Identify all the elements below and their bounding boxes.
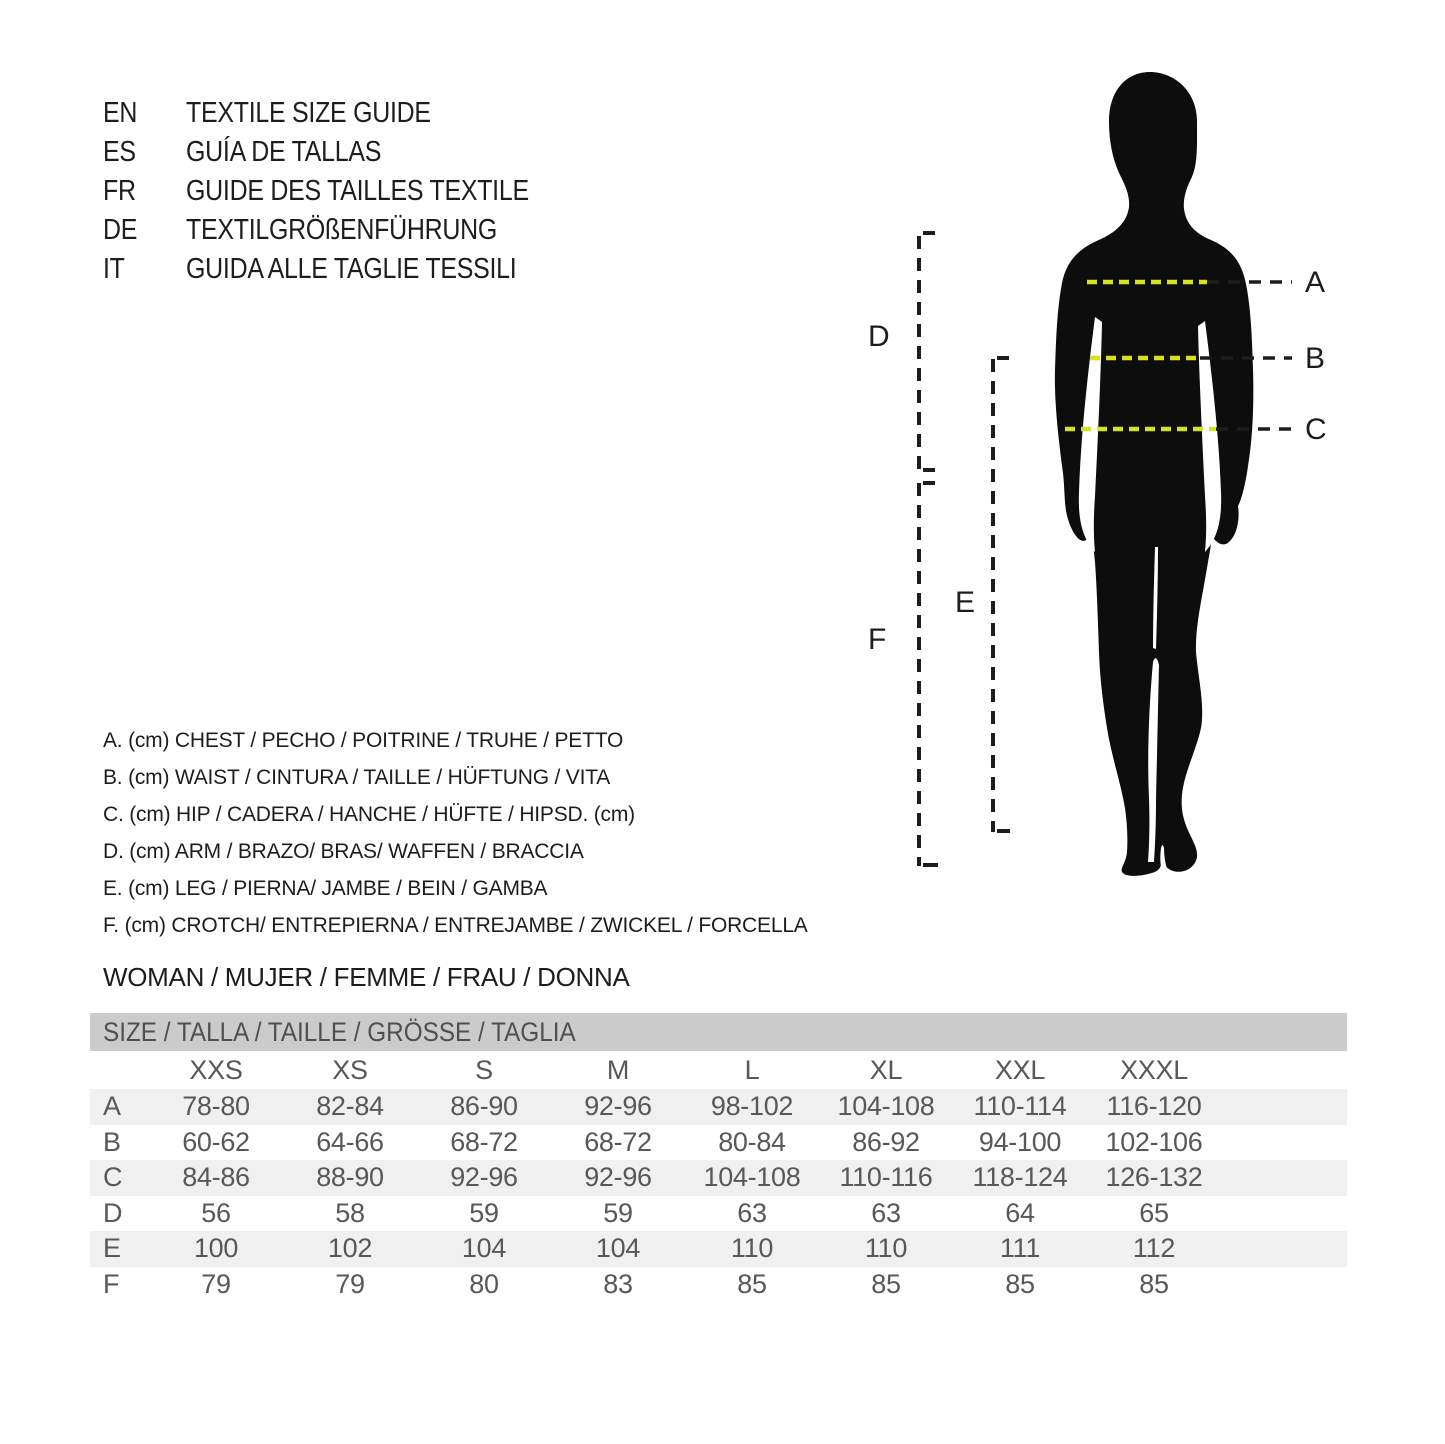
- table-row: [90, 1267, 1347, 1303]
- column-header: XXXL: [1120, 1055, 1188, 1085]
- table-cell: 64: [1005, 1197, 1035, 1228]
- table-cell: 118-124: [972, 1162, 1068, 1192]
- row-label: C: [103, 1162, 123, 1192]
- table-cell: 111: [999, 1233, 1041, 1263]
- table-cell: 104: [461, 1233, 507, 1263]
- row-label: F: [103, 1268, 120, 1299]
- language-code: [103, 253, 186, 286]
- table-cell: 92-96: [584, 1091, 652, 1121]
- table-row: [90, 1089, 1347, 1125]
- table-cell: 94-100: [978, 1126, 1062, 1157]
- language-code-text: IT: [103, 253, 125, 285]
- figure-label-d: D: [868, 320, 890, 353]
- table-cell: 63: [871, 1197, 901, 1228]
- table-cell: 110: [864, 1233, 908, 1263]
- guide-title: TEXTILE SIZE GUIDE: [186, 97, 431, 129]
- table-cell: 104-108: [703, 1162, 801, 1192]
- legend-item: E. (cm) LEG / PIERNA/ JAMBE / BEIN / GAMBA: [103, 876, 548, 900]
- body-measurement-diagram: [850, 50, 1350, 930]
- table-cell: 84-86: [182, 1162, 250, 1192]
- size-columns-row: [90, 1051, 1347, 1089]
- table-cell: 104-108: [837, 1091, 935, 1121]
- guide-title: GUÍA DE TALLAS: [186, 136, 382, 168]
- table-cell: 110-116: [839, 1162, 933, 1192]
- column-header: S: [475, 1055, 493, 1085]
- row-label: E: [103, 1233, 121, 1263]
- column-header: XL: [869, 1055, 903, 1085]
- table-cell: 104: [595, 1233, 641, 1263]
- table-cell: 83: [603, 1268, 633, 1299]
- language-row: [103, 94, 585, 133]
- row-label: B: [103, 1126, 121, 1157]
- table-cell: 85: [1005, 1268, 1035, 1299]
- guide-title: TEXTILGRÖßENFÜHRUNG: [186, 214, 498, 246]
- column-header: XXS: [189, 1055, 243, 1085]
- language-code-text: EN: [103, 97, 138, 129]
- table-cell: 86-90: [450, 1091, 518, 1121]
- legend-item: C. (cm) HIP / CADERA / HANCHE / HÜFTE / HIPSD. (cm): [103, 802, 635, 826]
- table-cell: 86-92: [852, 1126, 920, 1157]
- table-cell: 92-96: [584, 1162, 652, 1192]
- legend-item: D. (cm) ARM / BRAZO/ BRAS/ WAFFEN / BRACCIA: [103, 839, 584, 863]
- size-table-body: [90, 1089, 1347, 1302]
- size-table-header-bar: [90, 1013, 1347, 1051]
- language-row: [103, 211, 585, 250]
- language-code: [103, 175, 186, 208]
- language-row: [103, 172, 585, 211]
- legend-item: F. (cm) CROTCH/ ENTREPIERNA / ENTREJAMBE / ZWICKEL / FORCELLA: [103, 913, 808, 937]
- table-cell: 100: [193, 1233, 239, 1263]
- table-cell: 92-96: [450, 1162, 518, 1192]
- column-header: XS: [332, 1055, 368, 1085]
- language-row: [103, 250, 585, 289]
- table-cell: 85: [1139, 1268, 1169, 1299]
- table-row: [90, 1160, 1347, 1196]
- table-cell: 79: [201, 1268, 231, 1299]
- measurement-legend: [103, 722, 808, 944]
- legend-item: A. (cm) CHEST / PECHO / POITRINE / TRUHE / PETTO: [103, 728, 624, 752]
- language-code: [103, 214, 186, 247]
- figure-label-f: F: [868, 623, 887, 656]
- figure-label-a: A: [1305, 266, 1326, 299]
- table-cell: 102-106: [1105, 1126, 1203, 1157]
- table-cell: 88-90: [316, 1162, 384, 1192]
- table-cell: 60-62: [182, 1126, 250, 1157]
- column-header: XXL: [994, 1055, 1046, 1085]
- table-cell: 65: [1139, 1197, 1169, 1228]
- table-cell: 59: [603, 1197, 633, 1228]
- table-cell: 68-72: [584, 1126, 652, 1157]
- guide-title: GUIDE DES TAILLES TEXTILE: [186, 175, 529, 207]
- table-cell: 116-120: [1106, 1091, 1202, 1121]
- row-label: A: [103, 1091, 121, 1121]
- table-cell: 59: [469, 1197, 499, 1228]
- language-title-block: [103, 94, 585, 289]
- size-header-text: SIZE / TALLA / TAILLE / GRÖSSE / TAGLIA: [103, 1016, 576, 1047]
- legend-item: B. (cm) WAIST / CINTURA / TAILLE / HÜFTUNG / VITA: [103, 765, 611, 789]
- figure-label-e: E: [955, 586, 976, 619]
- table-cell: 64-66: [316, 1126, 384, 1157]
- table-cell: 85: [737, 1268, 767, 1299]
- figure-label-b: B: [1305, 342, 1326, 375]
- table-cell: 102: [327, 1233, 373, 1263]
- table-cell: 110: [730, 1233, 774, 1263]
- row-label: D: [103, 1197, 123, 1228]
- column-header: M: [606, 1055, 630, 1085]
- table-cell: 112: [1132, 1233, 1176, 1263]
- language-row: [103, 133, 585, 172]
- guide-title: GUIDA ALLE TAGLIE TESSILI: [186, 253, 517, 285]
- table-row: [90, 1231, 1347, 1267]
- table-cell: 68-72: [450, 1126, 518, 1157]
- table-cell: 56: [201, 1197, 231, 1228]
- language-code-text: FR: [103, 175, 136, 207]
- table-cell: 85: [871, 1268, 901, 1299]
- language-code: [103, 97, 186, 130]
- language-code: [103, 136, 186, 169]
- table-cell: 126-132: [1105, 1162, 1203, 1192]
- gender-title: WOMAN / MUJER / FEMME / FRAU / DONNA: [103, 961, 630, 992]
- table-cell: 78-80: [182, 1091, 250, 1121]
- table-cell: 58: [335, 1197, 365, 1228]
- table-cell: 80-84: [718, 1126, 786, 1157]
- table-row: [90, 1196, 1347, 1232]
- table-row: [90, 1125, 1347, 1161]
- language-code-text: ES: [103, 136, 136, 168]
- table-cell: 63: [737, 1197, 767, 1228]
- table-cell: 98-102: [710, 1091, 794, 1121]
- figure-label-c: C: [1305, 413, 1327, 446]
- column-header: L: [744, 1055, 760, 1085]
- table-cell: 79: [335, 1268, 365, 1299]
- language-code-text: DE: [103, 214, 138, 246]
- table-cell: 80: [469, 1268, 499, 1299]
- table-cell: 82-84: [316, 1091, 384, 1121]
- table-cell: 110-114: [973, 1091, 1067, 1121]
